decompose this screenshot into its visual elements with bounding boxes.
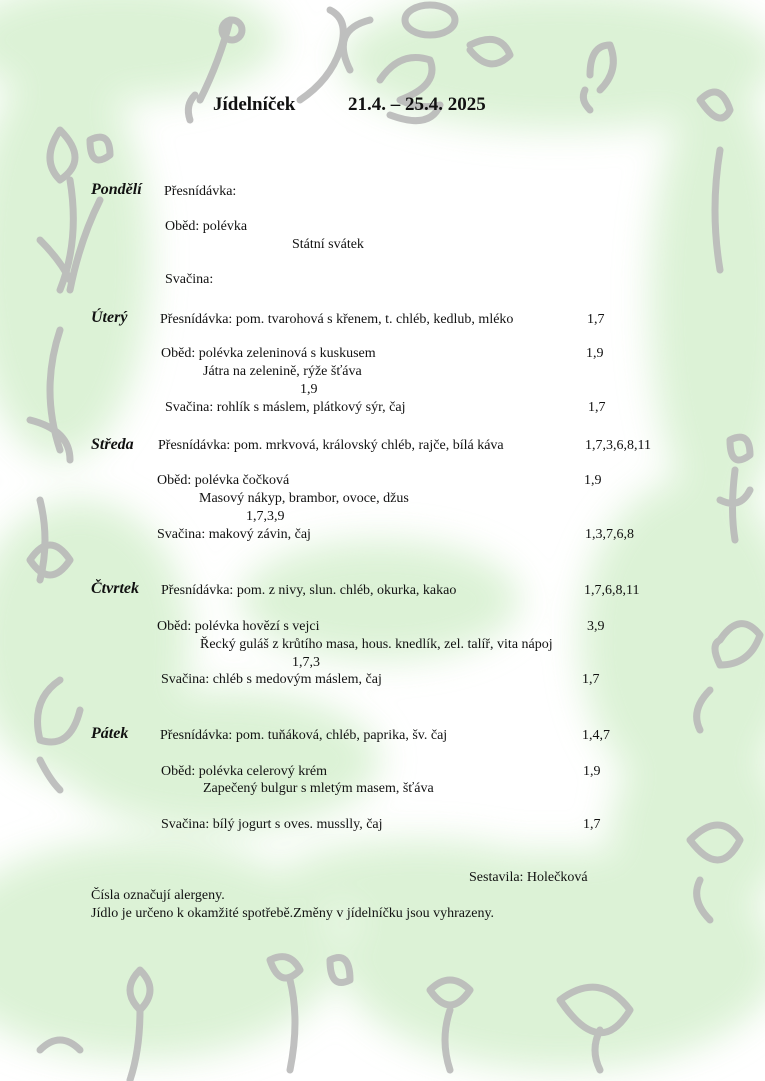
- tuesday-morning-snack: Přesnídávka: pom. tvarohová s křenem, t. chléb, kedlub, mléko: [160, 312, 514, 327]
- thursday-morning-snack-allergens: 1,7,6,8,11: [584, 583, 640, 598]
- wednesday-lunch-allergens: 1,9: [584, 473, 602, 488]
- thursday-afternoon-snack: Svačina: chléb s medovým máslem, čaj: [161, 672, 382, 687]
- monday-afternoon-snack: Svačina:: [165, 272, 214, 287]
- monday-lunch-soup: Oběd: polévka: [165, 219, 248, 234]
- wednesday-main-allergens: 1,7,3,9: [246, 509, 285, 524]
- wednesday-main-course: Masový nákyp, brambor, ovoce, džus: [199, 491, 409, 506]
- tuesday-afternoon-snack: Svačina: rohlík s máslem, plátkový sýr, čaj: [165, 400, 406, 415]
- friday-afternoon-snack: Svačina: bílý jogurt s oves. musslly, čaj: [161, 817, 383, 832]
- wednesday-afternoon-snack: Svačina: makový závin, čaj: [157, 527, 311, 542]
- monday-morning-snack: Přesnídávka:: [164, 184, 237, 199]
- wednesday-lunch-soup: Oběd: polévka čočková: [157, 473, 290, 488]
- friday-morning-snack: Přesnídávka: pom. tuňáková, chléb, paprika, šv. čaj: [160, 728, 448, 743]
- tuesday-afternoon-snack-allergens: 1,7: [588, 400, 606, 415]
- menu-title: Jídelníček: [213, 94, 296, 115]
- thursday-lunch-allergens: 3,9: [587, 619, 605, 634]
- wednesday-morning-snack: Přesnídávka: pom. mrkvová, královský chléb, rajče, bílá káva: [158, 438, 504, 453]
- tuesday-main-course: Játra na zelenině, rýže šťáva: [203, 364, 362, 379]
- friday-afternoon-snack-allergens: 1,7: [583, 817, 601, 832]
- day-heading-thursday: Čtvrtek: [91, 580, 139, 597]
- friday-lunch-soup: Oběd: polévka celerový krém: [161, 764, 327, 779]
- thursday-morning-snack: Přesnídávka: pom. z nivy, slun. chléb, okurka, kakao: [161, 583, 457, 598]
- wednesday-morning-snack-allergens: 1,7,3,6,8,11: [585, 438, 651, 453]
- consumption-note: Jídlo je určeno k okamžité spotřebě.Změny v jídelníčku jsou vyhrazeny.: [91, 906, 495, 921]
- wednesday-afternoon-snack-allergens: 1,3,7,6,8: [585, 527, 634, 542]
- thursday-lunch-soup: Oběd: polévka hovězí s vejci: [157, 619, 320, 634]
- day-heading-monday: Pondělí: [91, 181, 142, 198]
- day-heading-tuesday: Úterý: [91, 309, 128, 326]
- friday-main-course: Zapečený bulgur s mletým masem, šťáva: [203, 781, 434, 796]
- author-signature: Sestavila: Holečková: [469, 870, 588, 885]
- allergen-note: Čísla označují alergeny.: [91, 888, 225, 903]
- friday-lunch-allergens: 1,9: [583, 764, 601, 779]
- thursday-afternoon-snack-allergens: 1,7: [582, 672, 600, 687]
- day-heading-wednesday: Středa: [91, 436, 134, 453]
- friday-morning-snack-allergens: 1,4,7: [582, 728, 610, 743]
- monday-main-course: Státní svátek: [292, 237, 364, 252]
- tuesday-main-allergens: 1,9: [300, 382, 318, 397]
- tuesday-lunch-allergens: 1,9: [586, 346, 604, 361]
- tuesday-lunch-soup: Oběd: polévka zeleninová s kuskusem: [161, 346, 376, 361]
- menu-date-range: 21.4. – 25.4. 2025: [348, 94, 486, 115]
- thursday-main-allergens: 1,7,3: [292, 655, 320, 670]
- day-heading-friday: Pátek: [91, 725, 129, 742]
- tuesday-morning-snack-allergens: 1,7: [587, 312, 605, 327]
- thursday-main-course: Řecký guláš z krůtího masa, hous. knedlík, zel. talíř, vita nápoj: [200, 637, 553, 652]
